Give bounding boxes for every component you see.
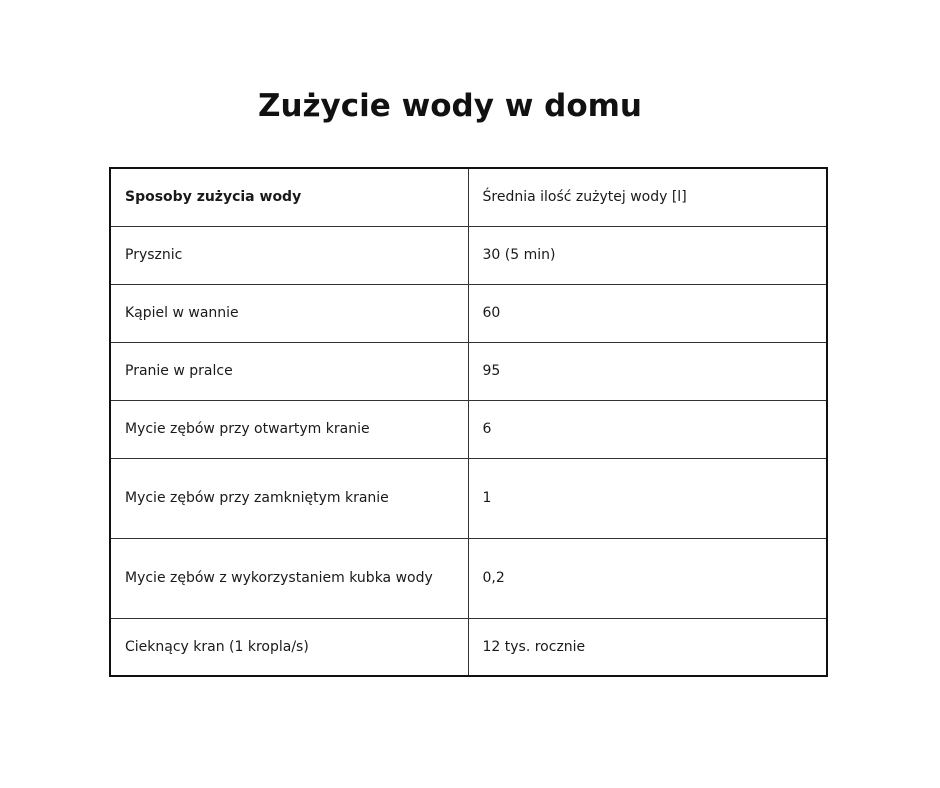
amount-cell: 60: [468, 284, 827, 342]
table-row: [110, 400, 827, 458]
usage-cell: Prysznic: [110, 226, 468, 284]
column-header-usage: Sposoby zużycia wody: [110, 168, 468, 226]
water-usage-table: [109, 167, 828, 677]
amount-cell: 30 (5 min): [468, 226, 827, 284]
column-header-amount: Średnia ilość zużytej wody [l]: [468, 168, 827, 226]
table-row: [110, 538, 827, 618]
table-row: [110, 342, 827, 400]
table-row: [110, 458, 827, 538]
usage-cell: Mycie zębów z wykorzystaniem kubka wody: [110, 538, 468, 618]
amount-cell: 6: [468, 400, 827, 458]
table-row: [110, 226, 827, 284]
amount-cell: 12 tys. rocznie: [468, 618, 827, 676]
amount-cell: 95: [468, 342, 827, 400]
usage-cell: Kąpiel w wannie: [110, 284, 468, 342]
usage-cell: Cieknący kran (1 kropla/s): [110, 618, 468, 676]
usage-cell: Mycie zębów przy otwartym kranie: [110, 400, 468, 458]
amount-cell: 0,2: [468, 538, 827, 618]
amount-cell: 1: [468, 458, 827, 538]
table-row: [110, 618, 827, 676]
table-row: [110, 284, 827, 342]
page-title: Zużycie wody w domu: [257, 88, 643, 124]
usage-cell: Mycie zębów przy zamkniętym kranie: [110, 458, 468, 538]
table-header-row: [110, 168, 827, 226]
usage-cell: Pranie w pralce: [110, 342, 468, 400]
